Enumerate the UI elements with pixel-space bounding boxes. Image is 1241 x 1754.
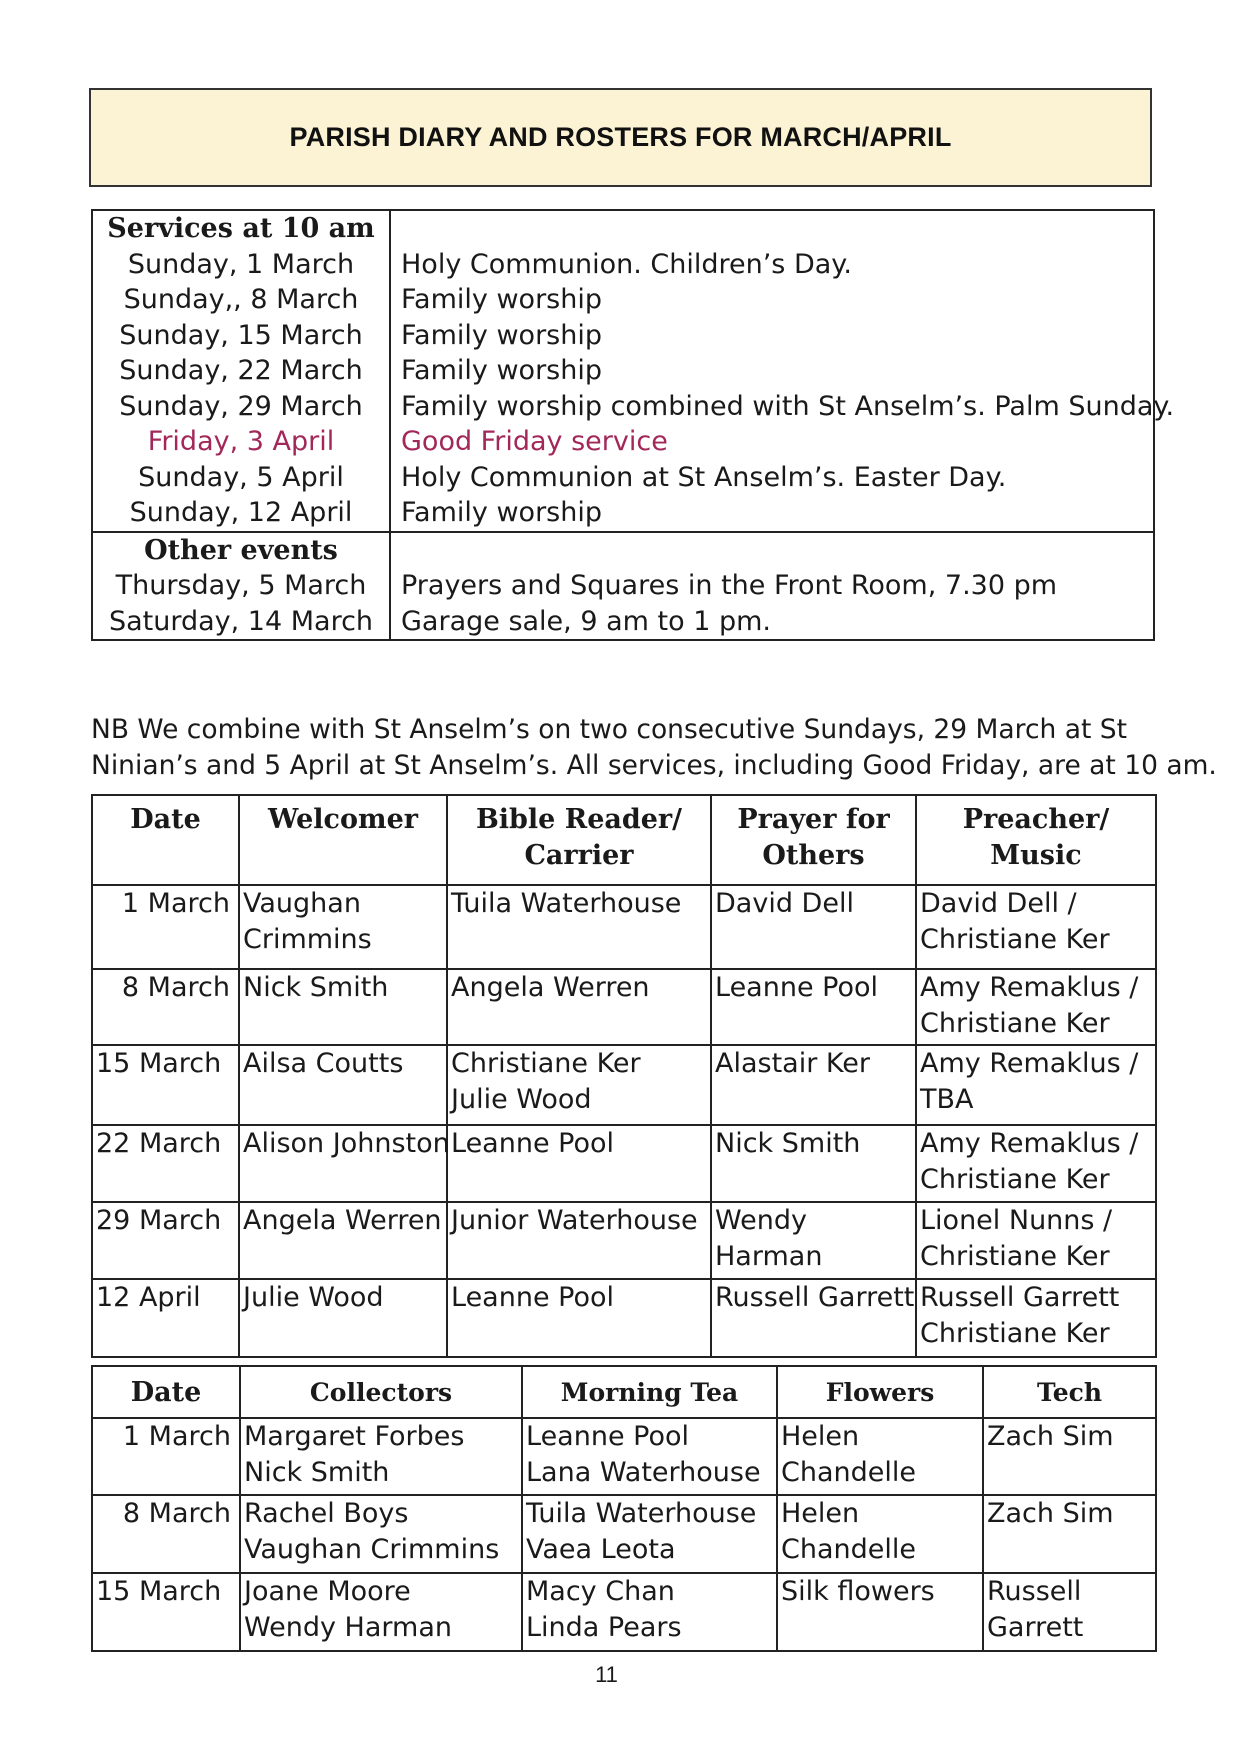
service-desc: Family worship [401,319,602,351]
event-desc: Prayers and Squares in the Front Room, 7.30 pm [401,570,1058,601]
cell-welcomer: Nick Smith [239,969,447,1045]
services-heading: Services at 10 am [107,213,375,244]
cell-welcomer: Vaughan Crimmins [239,885,447,969]
cell-flowers: Helen Chandelle [777,1418,983,1495]
service-desc: Holy Communion at St Anselm’s. Easter Day. [401,461,1007,493]
cell-date: 8 March [92,969,239,1045]
event-date: Thursday, 5 March [115,570,367,601]
nb-note-line: NB We combine with St Anselm’s on two consecutive Sundays, 29 March at St [91,714,1128,745]
cell-collectors: Margaret Forbes Nick Smith [240,1418,522,1495]
col-header-date: Date [92,1366,240,1418]
roster-header-row [92,795,1156,885]
cell-tech: Zach Sim [983,1495,1156,1573]
cell-prayer: Wendy Harman [711,1202,916,1279]
page-number: 11 [595,1662,618,1687]
table-row [92,1573,1156,1651]
cell-preacher: Amy Remaklus / Christiane Ker [916,1125,1156,1202]
cell-date: 22 March [92,1125,239,1202]
cell-prayer: Russell Garrett [711,1279,916,1357]
page-title: PARISH DIARY AND ROSTERS FOR MARCH/APRIL [289,122,952,152]
cell-welcomer: Angela Werren [239,1202,447,1279]
service-desc: Holy Communion. Children’s Day. [401,248,852,280]
services-table [91,209,1175,641]
col-header-date: Date [92,795,239,885]
nb-note [91,712,1217,784]
cell-date: 15 March [92,1045,239,1125]
col-header-preacher: Preacher/ Music [916,795,1156,885]
cell-flowers: Helen Chandelle [777,1495,983,1573]
events-dates-cell [92,532,390,641]
cell-morning-tea: Leanne Pool Lana Waterhouse [522,1418,777,1495]
cell-date: 12 April [92,1279,239,1357]
cell-preacher: Russell Garrett Christiane Ker [916,1279,1156,1357]
cell-reader: Leanne Pool [447,1279,711,1357]
cell-preacher: Amy Remaklus / Christiane Ker [916,969,1156,1045]
services-section [92,210,1154,532]
cell-date: 29 March [92,1202,239,1279]
col-header-collectors: Collectors [240,1366,522,1418]
cell-reader: Angela Werren [447,969,711,1045]
cell-prayer: Leanne Pool [711,969,916,1045]
cell-prayer: David Dell [711,885,916,969]
cell-date: 8 March [92,1495,240,1573]
cell-preacher: David Dell / Christiane Ker [916,885,1156,969]
cell-collectors: Rachel Boys Vaughan Crimmins [240,1495,522,1573]
service-date-highlight: Friday, 3 April [147,426,335,457]
service-date: Sunday, 29 March [119,390,363,422]
col-header-flowers: Flowers [777,1366,983,1418]
services-desc-cell [390,210,1175,532]
cell-tech: Zach Sim [983,1418,1156,1495]
col-header-tech: Tech [983,1366,1156,1418]
cell-preacher: Lionel Nunns / Christiane Ker [916,1202,1156,1279]
table-row [92,1495,1156,1573]
cell-reader: Christiane Ker Julie Wood [447,1045,711,1125]
cell-prayer: Nick Smith [711,1125,916,1202]
cell-collectors: Joane Moore Wendy Harman [240,1573,522,1651]
services-dates-cell [92,210,390,532]
event-date: Saturday, 14 March [108,605,374,637]
roster-table-helpers [91,1365,1157,1652]
service-date: Sunday, 15 March [119,319,363,351]
service-desc-highlight: Good Friday service [401,426,668,457]
other-events-heading: Other events [144,534,338,566]
event-desc: Garage sale, 9 am to 1 pm. [401,605,771,637]
cell-flowers: Silk flowers [777,1573,983,1651]
table-row [92,969,1156,1045]
roster-header-row [92,1366,1156,1418]
service-desc: Family worship combined with St Anselm’s. Palm Sunday. [401,390,1175,422]
title-box [89,88,1152,187]
service-date: Sunday, 22 March [119,355,363,386]
cell-preacher: Amy Remaklus / TBA [916,1045,1156,1125]
cell-date: 15 March [92,1573,240,1651]
other-events-section [92,532,1154,641]
cell-welcomer: Alison Johnston [239,1125,447,1202]
service-desc: Family worship [401,497,602,528]
cell-morning-tea: Macy Chan Linda Pears [522,1573,777,1651]
col-header-bible-reader: Bible Reader/ Carrier [447,795,711,885]
table-row [92,1279,1156,1357]
service-date: Sunday, 12 April [129,497,353,528]
events-desc-cell [390,532,1154,641]
service-desc: Family worship [401,355,602,386]
service-date: Sunday, 5 April [138,461,344,493]
service-desc: Family worship [401,284,602,315]
table-row [92,1125,1156,1202]
cell-prayer: Alastair Ker [711,1045,916,1125]
service-date: Sunday, 1 March [127,248,355,280]
cell-reader: Leanne Pool [447,1125,711,1202]
table-row [92,1418,1156,1495]
cell-date: 1 March [92,1418,240,1495]
cell-reader: Junior Waterhouse [447,1202,711,1279]
col-header-welcomer: Welcomer [239,795,447,885]
cell-reader: Tuila Waterhouse [447,885,711,969]
cell-date: 1 March [92,885,239,969]
table-row [92,1045,1156,1125]
table-row [92,885,1156,969]
table-row [92,1202,1156,1279]
cell-welcomer: Julie Wood [239,1279,447,1357]
col-header-prayer: Prayer for Others [711,795,916,885]
cell-tech: Russell Garrett [983,1573,1156,1651]
service-date: Sunday,, 8 March [123,284,359,315]
col-header-morning-tea: Morning Tea [522,1366,777,1418]
cell-welcomer: Ailsa Coutts [239,1045,447,1125]
cell-morning-tea: Tuila Waterhouse Vaea Leota [522,1495,777,1573]
nb-note-line: Ninian’s and 5 April at St Anselm’s. All services, including Good Friday, are at 10 am. [91,750,1217,781]
roster-table-readers [91,794,1157,1358]
